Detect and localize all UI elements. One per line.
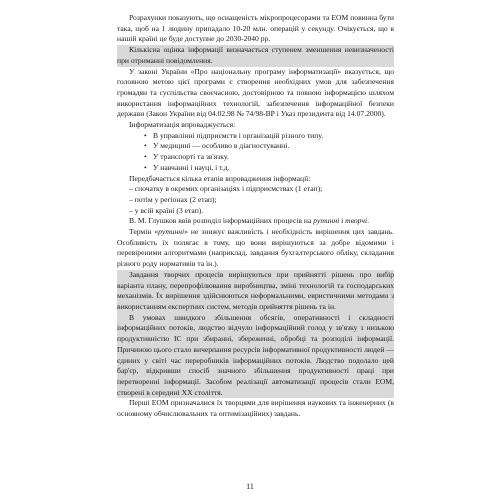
- emphasis: рутинні: [158, 227, 185, 237]
- text-run: В. М. Глушков ввів розподіл інформаційних процесів на: [129, 216, 314, 226]
- text-run: .: [367, 216, 369, 226]
- emphasis: рутинні: [313, 216, 340, 226]
- bullet-list: [117, 131, 394, 174]
- paragraph: [117, 227, 394, 270]
- dash-list-item: – у всій країні (3 етап).: [129, 205, 204, 215]
- dash-list-item: – потім у регіонах (2 етап);: [129, 194, 217, 204]
- dash-list-item: – спочатку в окремих організаціях і підприємствах (1 етап);: [129, 184, 323, 194]
- paragraph: Перші ЕОМ призначалися їх творцями для вирішення наукових та інженерних (в основному обчислювальних та оптимізаційних) завдань.: [117, 398, 394, 419]
- list-item: • У навчанні і науці, і т.д.: [153, 163, 394, 174]
- paragraph: В умовах швидкого збільшення обсягів, оперативності і складності інформаційних потоків, людство відчуло інформаційний голод у зв'язку з низькою продуктивністю ІС при збиранні, збереженні, обробці та розподілі інформації. Причиною цього стало вичерпання ресурсів інформативної продуктивності людей — єдиних у світі час переробників інформаційних потоків. Людство подолало цей бар'єр, відкривши спосіб значного збільшення продуктивності праці при перетворенні інформації. Засобом реалізації автоматизації процесів стали ЕОМ, створені в середині XX століття.: [117, 312, 394, 397]
- page-number: 11: [246, 482, 254, 491]
- text-run: і: [339, 216, 346, 226]
- list-item: • У медицині — особливо в діагностуванні.: [153, 141, 394, 152]
- body-text: [117, 13, 394, 420]
- paragraph: [117, 216, 394, 227]
- emphasis: творчі: [345, 216, 368, 226]
- list-item: • В управлінні підприємств і організацій різного типу.: [153, 131, 394, 142]
- list-item: • У транспорті та зв'язку.: [153, 152, 394, 163]
- text-run: Термін «: [129, 227, 159, 237]
- paragraph: У законі України «Про національну програму інформатизації» вказується, що головною метою цієї програми є створення необхідних умов для забезпечення громадян та суспільства своєчасною, достовірною та повною інформацією шляхом використання інформаційних технологій, забезпечення інформаційної безпеки держави (Закон України від 04.02.98 № 74/98-ВР і Указ президента від 14.07.2000).: [117, 66, 394, 119]
- paragraph: Кількісна оцінка інформації визначається ступенем зменшення невизначеності при отриманні повідомлення.: [117, 45, 394, 65]
- paragraph: Передбачається кілька етапів впровадження інформації:: [129, 173, 311, 183]
- paragraph: Розрахунки показують, що оснащеність мікропроцесорами та ЕОМ повинна бути така, щоб на 1 людину припадало 10-20 млн. операцій у секунду. Очікується, що в нашій країні це буде доступне до 2030-2040 рр.: [117, 13, 394, 44]
- paragraph: Завдання творчих процесів вирішуються при прийнятті рішень про вибір варіанта плану, перепрофілювання виробництва, зміні технологій та господарських механізмів. Їх вирішення здійснюються неформальними, евристичними методами з використанням експертних систем, методів прийняття рішень та ін.: [117, 269, 394, 311]
- paragraph: Інформатизація впроваджується:: [129, 120, 236, 130]
- text-run: » не знижує важливість і необхідність вирішення цих завдань. Особливість їх полягає в тому, що вони вирішуються за добре відомими і перевіреними алгоритмами (наприклад, завдання бухгалтерського обліку, складання різного роду нормативів та ін.).: [117, 227, 394, 269]
